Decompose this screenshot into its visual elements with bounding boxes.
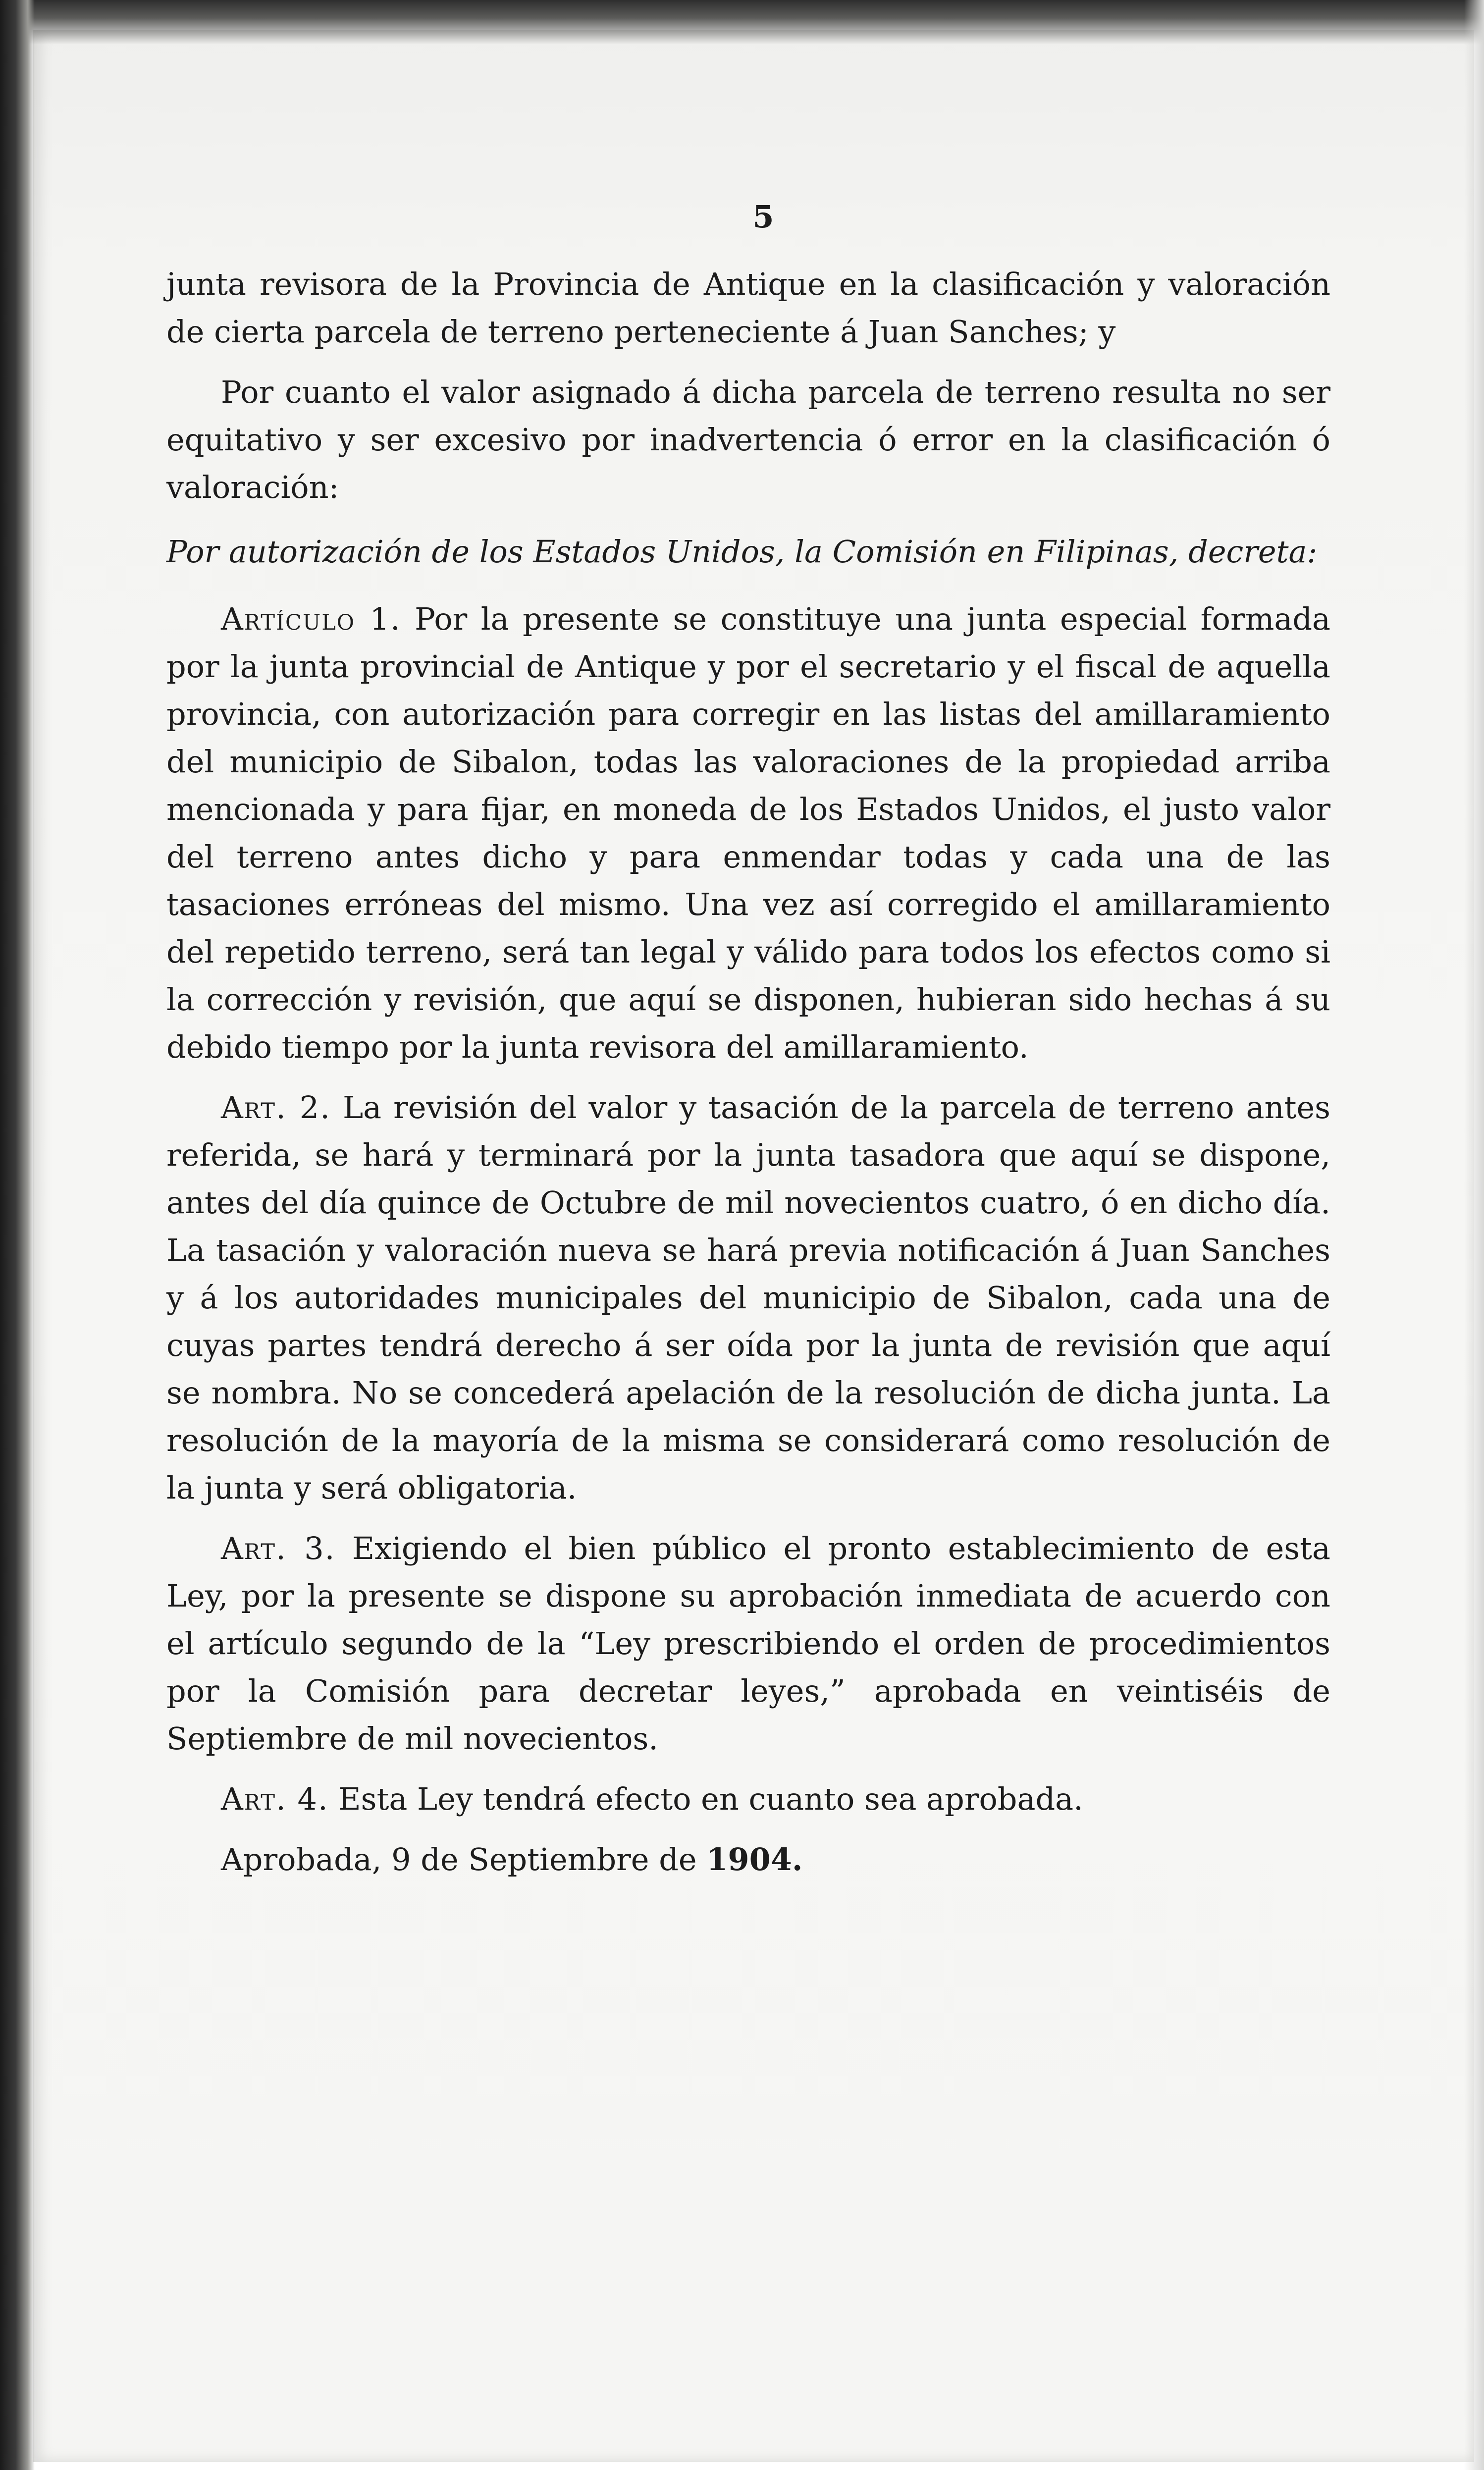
article-2-label: Art. 2. [221, 1089, 331, 1126]
article-3-label: Art. 3. [221, 1530, 336, 1566]
article-4-label: Art. 4. [221, 1781, 329, 1817]
approval-line [166, 1836, 1330, 1883]
enacting-clause: Por autorización de los Estados Unidos, la Comisión en Filipinas, decreta: [166, 534, 1318, 570]
page-number: 5 [752, 199, 774, 235]
scan-top-shadow [0, 0, 1484, 45]
scan-binding-edge [0, 0, 35, 2470]
whereas-paragraph: Por cuanto el valor asignado á dicha parcela de terreno resulta no ser equitativo y ser excesivo por inadvertencia ó error en la clasificación ó valoración: [166, 374, 1330, 505]
document-body [166, 193, 1330, 1896]
article-4 [166, 1775, 1330, 1823]
article-2-text: La revisión del valor y tasación de la parcela de terreno antes referida, se hará y terminará por la junta tasadora que aquí se dispone, antes del día quince de Octubre de mil novecientos cuatro, ó en dicho día. La tasación y valoración nueva se hará previa notificación á Juan Sanches y á los autoridades municipales del municipio de Sibalon, cada una de cuyas partes tendrá derecho á ser oída por la junta de revisión que aquí se nombra. No se concederá apelación de la resolución de dicha junta. La resolución de la mayoría de la misma se considerará como resolución de la junta y será obligatoria. [166, 1089, 1330, 1506]
scan-right-edge [1464, 0, 1484, 2470]
article-1-text: Por la presente se constituye una junta especial formada por la junta provincial de Antique y por el secretario y el fiscal de aquella provincia, con autorización para corregir en las listas del amillaramiento del municipio de Sibalon, todas las valoraciones de la propiedad arriba mencionada y para fijar, en moneda de los Estados Unidos, el justo valor del terreno antes dicho y para enmendar todas y cada una de las tasaciones erróneas del mismo. Una vez así corregido el amillaramiento del repetido terreno, será tan legal y válido para todos los efectos como si la corrección y revisión, que aquí se disponen, hubieran sido hechas á su debido tiempo por la junta revisora del amillaramiento. [166, 601, 1330, 1065]
paper-sheet [33, 30, 1474, 2462]
article-4-text: Esta Ley tendrá efecto en cuanto sea aprobada. [338, 1781, 1083, 1817]
article-3-text: Exigiendo el bien público el pronto establecimiento de esta Ley, por la presente se dispone su aprobación inmediata de acuerdo con el artículo segundo de la “Ley prescribiendo el orden de procedimientos por la Comisión para decretar leyes,” aprobada en veintiséis de Septiembre de mil novecientos. [166, 1530, 1330, 1757]
article-3 [166, 1525, 1330, 1763]
article-1 [166, 595, 1330, 1071]
article-2 [166, 1084, 1330, 1512]
article-1-label: Artículo 1. [221, 601, 401, 637]
approval-text: Aprobada, 9 de Septiembre de [221, 1841, 697, 1878]
approval-year: 1904. [706, 1841, 803, 1878]
continuation-paragraph: junta revisora de la Provincia de Antique en la clasificación y valoración de cierta parcela de terreno perteneciente á Juan Sanches; y [166, 266, 1330, 350]
